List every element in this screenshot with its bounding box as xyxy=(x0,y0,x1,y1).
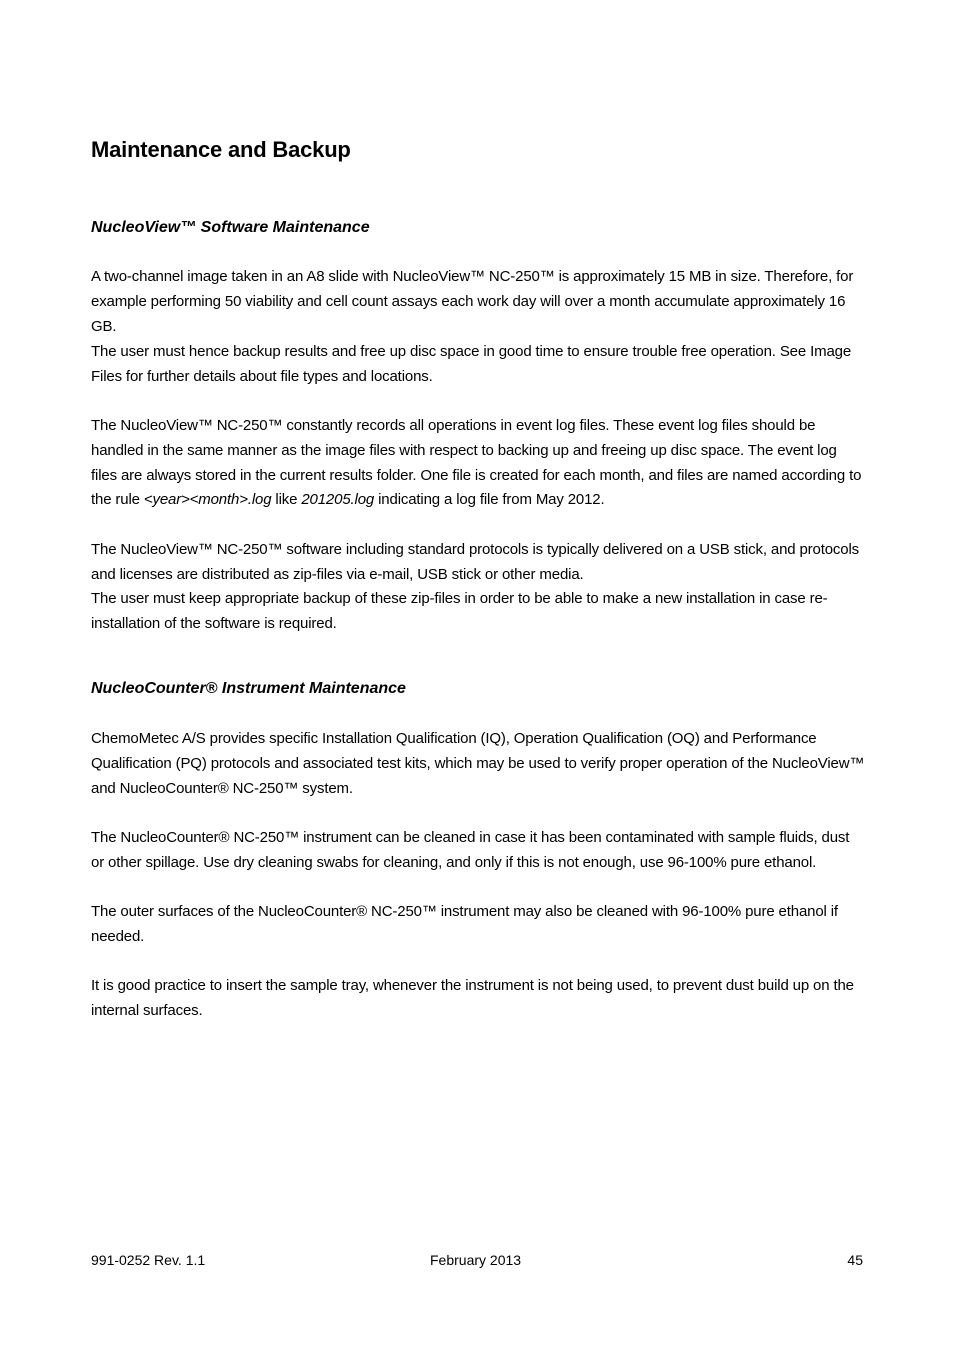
paragraph-image-size: A two-channel image taken in an A8 slide with NucleoView™ NC-250™ is approximately 15 MB in size. Therefore, for example performing 50 viability and cell count assays each work day will over a month accumulate approximately 16 GB. xyxy=(91,268,854,335)
footer-page-number: 45 xyxy=(847,1252,863,1268)
event-log-text-b: like xyxy=(271,491,302,509)
page-title: Maintenance and Backup xyxy=(91,137,351,162)
footer-date: February 2013 xyxy=(430,1252,522,1268)
section-heading-software-maintenance: NucleoView™ Software Maintenance xyxy=(91,219,370,236)
paragraph-qualification-protocols: ChemoMetec A/S provides specific Installation Qualification (IQ), Operation Qualification (OQ) and Performance Qualification (PQ) protocols and associated test kits, which may be used to verify proper operation of the NucleoView™ and NucleoCounter® NC-250™ system. xyxy=(91,730,865,797)
paragraph-sample-tray: It is good practice to insert the sample tray, whenever the instrument is not being used, to prevent dust build up on the internal surfaces. xyxy=(91,977,854,1019)
paragraph-zip-backup: The user must keep appropriate backup of these zip-files in order to be able to make a new installation in case re-installation of the software is required. xyxy=(91,590,828,632)
log-naming-rule: <year><month>.log xyxy=(143,491,272,509)
event-log-text-a: The NucleoView™ NC-250™ constantly records all operations in event log files. These event log files should be handled in the same manner as the image files with respect to backing up and freeing up disc space. The event log files are always stored in the current results folder. One file is created for each month, and files are named according to the rule xyxy=(91,417,862,509)
footer-doc-number: 991-0252 Rev. 1.1 xyxy=(91,1252,206,1268)
paragraph-software-delivery: The NucleoView™ NC-250™ software including standard protocols is typically delivered on a USB stick, and protocols and licenses are distributed as zip-files via e-mail, USB stick or other media. xyxy=(91,541,859,583)
log-file-example: 201205.log xyxy=(301,491,375,509)
paragraph-event-log xyxy=(91,414,866,513)
section-heading-instrument-maintenance: NucleoCounter® Instrument Maintenance xyxy=(91,680,406,697)
paragraph-backup-results: The user must hence backup results and free up disc space in good time to ensure trouble free operation. See Image Files for further details about file types and locations. xyxy=(91,343,852,385)
paragraph-outer-surfaces: The outer surfaces of the NucleoCounter® NC-250™ instrument may also be cleaned with 96-100% pure ethanol if needed. xyxy=(91,903,838,945)
paragraph-instrument-cleaning: The NucleoCounter® NC-250™ instrument can be cleaned in case it has been contaminated with sample fluids, dust or other spillage. Use dry cleaning swabs for cleaning, and only if this is not enough, use 96-100% pure ethanol. xyxy=(91,829,850,871)
event-log-text-c: indicating a log file from May 2012. xyxy=(374,491,605,509)
